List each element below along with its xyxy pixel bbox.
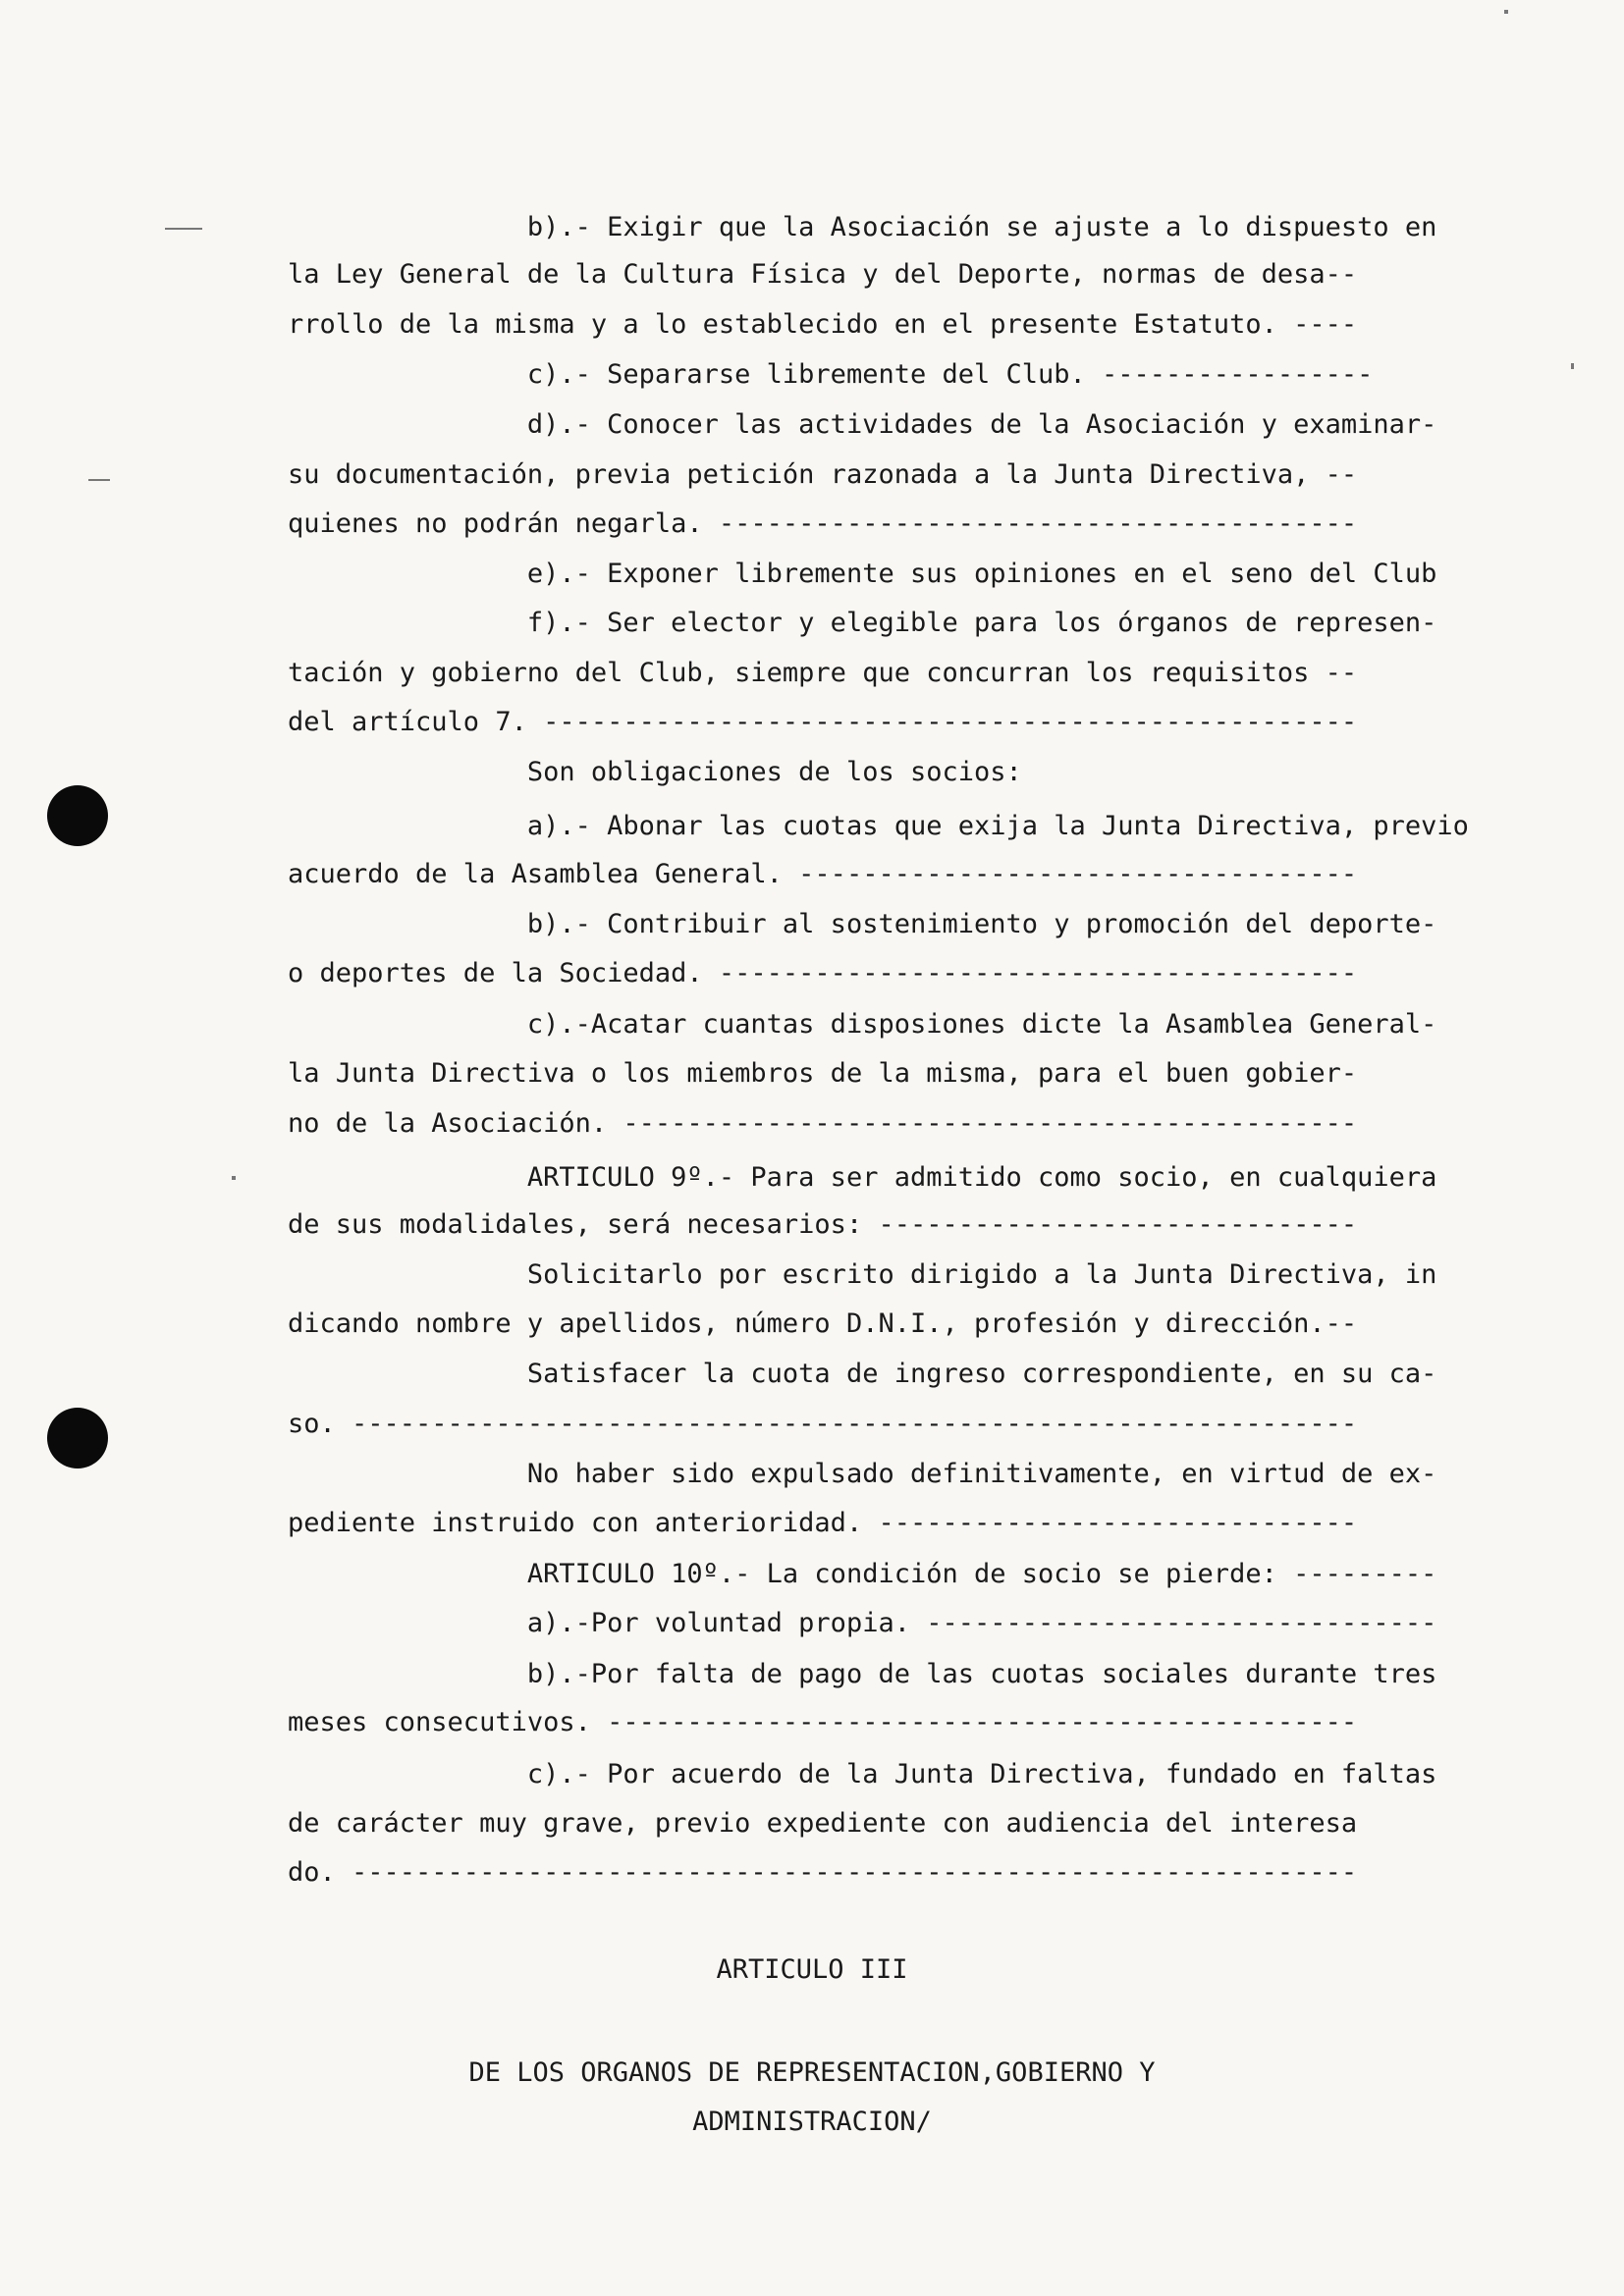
section-heading-subtitle: ADMINISTRACION/: [692, 2107, 932, 2137]
text-line-8: e).- Exponer libremente sus opiniones en el seno del Club: [288, 559, 1437, 589]
text-line-12: Son obligaciones de los socios:: [288, 757, 1022, 787]
text-line-1: b).- Exigir que la Asociación se ajuste a lo dispuesto en: [288, 212, 1437, 242]
text-line-19: no de la Asociación. ----------------------------------------------: [288, 1108, 1358, 1139]
text-line-30: b).-Por falta de pago de las cuotas sociales durante tres: [288, 1659, 1437, 1689]
text-line-29: a).-Por voluntad propia. --------------------------------: [288, 1608, 1437, 1638]
text-line-32: c).- Por acuerdo de la Junta Directiva, fundado en faltas: [288, 1759, 1437, 1789]
text-line-7: quienes no podrán negarla. ----------------------------------------: [288, 508, 1358, 539]
text-line-31: meses consecutivos. -----------------------------------------------: [288, 1707, 1358, 1737]
text-line-16: o deportes de la Sociedad. ----------------------------------------: [288, 958, 1358, 988]
margin-mark: [232, 1176, 236, 1180]
margin-mark: [1571, 363, 1574, 369]
text-line-20: ARTICULO 9º.- Para ser admitido como socio, en cualquiera: [288, 1162, 1437, 1193]
text-line-13: a).- Abonar las cuotas que exija la Junta Directiva, previo: [288, 811, 1469, 841]
section-heading-article: ARTICULO III: [716, 1954, 908, 1985]
margin-mark: [1504, 10, 1508, 14]
text-line-4: c).- Separarse libremente del Club. -----------------: [288, 359, 1374, 390]
text-line-24: Satisfacer la cuota de ingreso correspondiente, en su ca-: [288, 1359, 1437, 1389]
text-line-2: la Ley General de la Cultura Física y del Deporte, normas de desa--: [288, 259, 1358, 290]
text-line-9: f).- Ser elector y elegible para los órganos de represen-: [288, 608, 1437, 638]
text-line-25: so. ---------------------------------------------------------------: [288, 1409, 1358, 1439]
text-line-5: d).- Conocer las actividades de la Asociación y examinar-: [288, 409, 1437, 440]
text-line-21: de sus modalidales, será necesarios: ------------------------------: [288, 1209, 1358, 1240]
text-line-14: acuerdo de la Asamblea General. -----------------------------------: [288, 859, 1358, 889]
punch-hole-top: [47, 785, 108, 846]
text-line-33: de carácter muy grave, previo expediente con audiencia del interesa: [288, 1808, 1358, 1839]
text-line-15: b).- Contribuir al sostenimiento y promoción del deporte-: [288, 909, 1437, 939]
text-line-6: su documentación, previa petición razonada a la Junta Directiva, --: [288, 459, 1358, 490]
text-line-10: tación y gobierno del Club, siempre que concurran los requisitos --: [288, 658, 1358, 688]
text-line-23: dicando nombre y apellidos, número D.N.I., profesión y dirección.--: [288, 1308, 1358, 1339]
margin-mark: [88, 479, 110, 481]
punch-hole-bottom: [47, 1408, 108, 1468]
text-line-11: del artículo 7. ---------------------------------------------------: [288, 707, 1358, 737]
text-line-26: No haber sido expulsado definitivamente, en virtud de ex-: [288, 1459, 1437, 1489]
text-line-27: pediente instruido con anterioridad. ------------------------------: [288, 1508, 1358, 1538]
section-heading-title: DE LOS ORGANOS DE REPRESENTACION,GOBIERNO Y: [468, 2057, 1156, 2088]
text-line-17: c).-Acatar cuantas disposiones dicte la Asamblea General-: [288, 1009, 1437, 1040]
text-line-28: ARTICULO 10º.- La condición de socio se pierde: ---------: [288, 1559, 1437, 1589]
text-line-22: Solicitarlo por escrito dirigido a la Junta Directiva, in: [288, 1259, 1437, 1290]
margin-mark: [165, 228, 202, 230]
text-line-34: do. ---------------------------------------------------------------: [288, 1857, 1358, 1888]
text-line-18: la Junta Directiva o los miembros de la misma, para el buen gobier-: [288, 1058, 1358, 1089]
text-line-3: rrollo de la misma y a lo establecido en el presente Estatuto. ----: [288, 309, 1358, 340]
